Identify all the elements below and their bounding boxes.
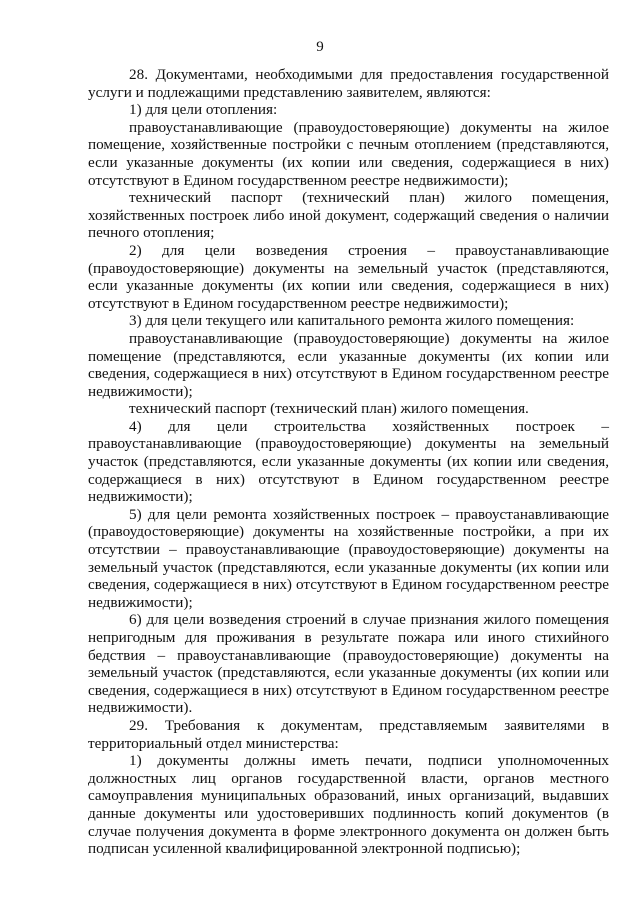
paragraph-29-intro: 29. Требования к документам, представляемым заявителями в территориальный отдел министерства: bbox=[88, 716, 609, 752]
paragraph-heating-tech-passport: технический паспорт (технический план) жилого помещения, хозяйственных построек либо иной документ, содержащий сведения о наличии печного отопления; bbox=[88, 189, 609, 242]
paragraph-heating-title-docs: правоустанавливающие (правоудостоверяющие) документы на жилое помещение, хозяйственные постройки с печным отоплением (представляются, если указанные документы (их копии или сведения, содержащиеся в них) отсутствуют в Едином государственном реестре недвижимости); bbox=[88, 118, 609, 189]
page-number: 9 bbox=[316, 39, 324, 55]
paragraph-repair-heading: 3) для цели текущего или капитального ремонта жилого помещения: bbox=[129, 312, 575, 330]
document-body bbox=[88, 66, 609, 858]
paragraph-29-item-1: 1) документы должны иметь печати, подписи уполномоченных должностных лиц органов государственной власти, органов местного самоуправления муниципальных образований, иных организаций, выдавших данные документы или удостоверивших подлинность копий документов (в случае получения документа в форме электронного документа он должен быть подписан усиленной квалифицированной электронной подписью); bbox=[88, 752, 609, 858]
paragraph-disaster-rebuild: 6) для цели возведения строений в случае признания жилого помещения непригодным для проживания в результате пожара или иного стихийного бедствия – правоустанавливающие (правоудостоверяющие) документы на земельный участок (представляются, если указанные документы (их копии или сведения, содержащиеся в них) отсутствуют в Едином государственном реестре недвижимости). bbox=[88, 611, 609, 717]
paragraph-repair-title-docs: правоустанавливающие (правоудостоверяющие) документы на жилое помещение (представляются, если указанные документы (их копии или сведения, содержащиеся в них) отсутствуют в Едином государственном реестре недвижимости); bbox=[88, 329, 609, 400]
paragraph-repair-tech-passport: технический паспорт (технический план) жилого помещения. bbox=[129, 400, 529, 418]
paragraph-heating-heading: 1) для цели отопления: bbox=[129, 101, 278, 119]
paragraph-outbuildings-repair: 5) для цели ремонта хозяйственных построек – правоустанавливающие (правоудостоверяющие) документы на хозяйственные постройки, а при их отсутствии – правоустанавливающие (правоудостоверяющие) документы на земельный участок (представляются, если указанные документы (их копии или сведения, содержащиеся в них) отсутствуют в Едином государственном реестре недвижимости); bbox=[88, 505, 609, 611]
paragraph-outbuildings-construction: 4) для цели строительства хозяйственных построек – правоустанавливающие (правоудостоверяющие) документы на земельный участок (представляются, если указанные документы (их копии или сведения, содержащиеся в них) отсутствуют в Едином государственном реестре недвижимости); bbox=[88, 417, 609, 506]
paragraph-building-construction: 2) для цели возведения строения – правоустанавливающие (правоудостоверяющие) документы на земельный участок (представляются, если указанные документы (их копии или сведения, содержащиеся в них) отсутствуют в Едином государственном реестре недвижимости); bbox=[88, 241, 609, 312]
paragraph-28-intro: 28. Документами, необходимыми для предоставления государственной услуги и подлежащими представлению заявителем, являются: bbox=[88, 66, 609, 101]
